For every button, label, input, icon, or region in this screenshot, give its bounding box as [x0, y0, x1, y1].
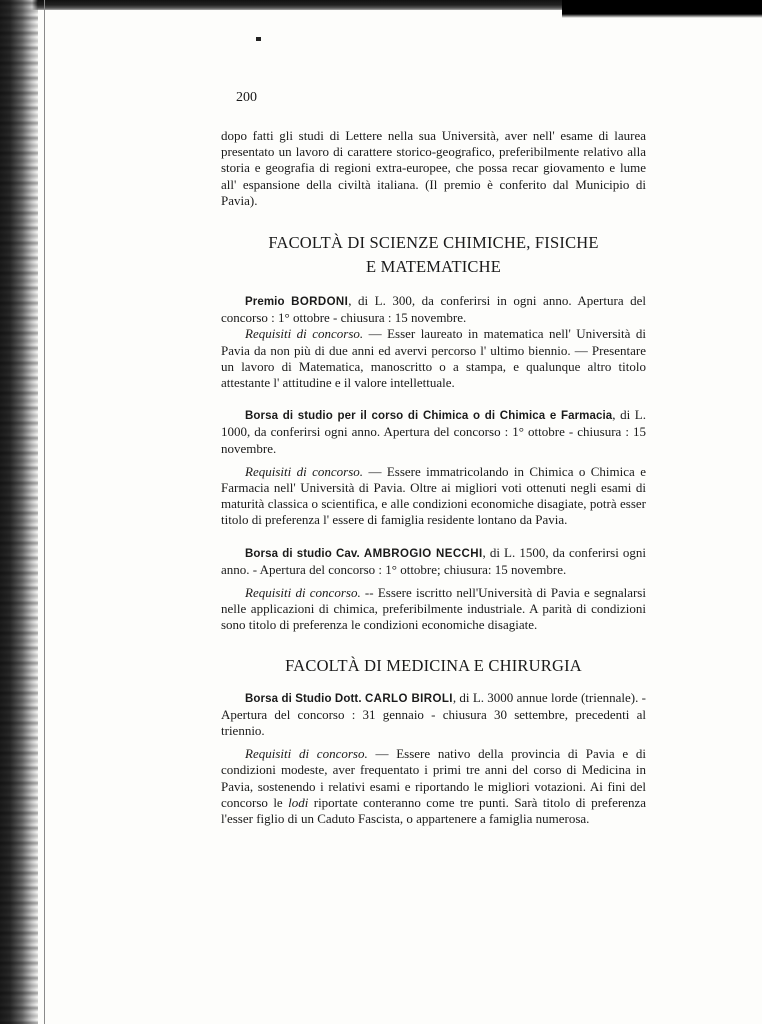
award-requirements — [221, 585, 646, 634]
requirements-label: Requisiti di concorso. — [245, 585, 361, 601]
requirements-text: — Essere nativo della provincia di Pavia e di condizioni modeste, aver frequentato i primi tre anni del corso di Medicina in Pavia, sostenendo i relativi esami e riportando le migliori votazioni. Ai fini del concorso le — [221, 746, 646, 810]
section-heading-line1: FACOLTÀ DI SCIENZE CHIMICHE, FISICHE — [268, 233, 599, 253]
award-header — [221, 293, 646, 326]
scan-binding-edge — [0, 0, 38, 1024]
award-name: AMBROGIO NECCHI — [363, 547, 483, 560]
section-scienze — [221, 231, 646, 634]
award-details: , di L. 1500, da conferirsi ogni anno. - Apertura del concorso : 1° ottobre; chiusura: 15 novembre. — [221, 544, 647, 577]
requirements-emphasis: lodi — [288, 794, 309, 810]
award-requirements — [221, 464, 646, 529]
scan-speck — [256, 37, 261, 41]
requirements-label: Requisiti di concorso. — [245, 326, 364, 342]
award-prefix: Borsa di studio Cav. — [245, 547, 360, 560]
award-bordoni — [221, 293, 646, 391]
requirements-label: Requisiti di concorso. — [245, 746, 368, 762]
section-heading-line1: FACOLTÀ DI MEDICINA E CHIRURGIA — [285, 655, 582, 675]
scan-top-right-edge — [562, 0, 762, 18]
award-prefix: Premio — [245, 296, 285, 309]
award-details: , di L. 300, da conferirsi in ogni anno. Apertura del concorso : 1° ottobre - chiusura : 15 novembre. — [221, 293, 646, 326]
award-details: , di L. 3000 annue lorde (triennale). - Apertura del concorso : 31 gennaio - chiusura 30 settembre, precedenti al triennio. — [221, 689, 646, 739]
award-details: , di L. 1000, da conferirsi ogni anno. Apertura del concorso : 1° ottobre - chiusura : 15 novembre. — [221, 407, 646, 456]
page-number: 200 — [236, 90, 257, 105]
award-biroli — [221, 690, 646, 828]
award-necchi — [221, 545, 646, 634]
award-header — [221, 407, 646, 457]
award-requirements — [221, 746, 646, 827]
award-header — [221, 545, 646, 578]
section-medicina — [221, 654, 646, 828]
award-name: CARLO BIROLI — [364, 692, 453, 705]
requirements-text-end: riportate conteranno come tre punti. Sarà titolo di preferenza l'esser figlio di un Caduto Fascista, o appartenere a famiglia numerosa. — [221, 794, 647, 827]
requirements-text: — Esser laureato in matematica nell' Università di Pavia da non più di due anni ed avervi percorso l' ultimo biennio. — Presentare un lavoro di Matematica, manoscritto o a stampa, e qualunque altro titolo attestante l' attitudine e il valore intellettuale. — [221, 326, 646, 391]
award-prefix: Borsa di Studio Dott. — [245, 692, 362, 705]
requirements-label: Requisiti di concorso. — [245, 463, 364, 479]
requirements-text: -- Essere iscritto nell'Università di Pavia e segnalarsi nelle applicazioni di chimica, preferibilmente industriale. A parità di condizioni sono titolo di preferenza le condizioni economiche disagiate. — [221, 585, 646, 633]
scan-margin-line — [44, 0, 45, 1024]
award-name: BORDONI — [291, 296, 349, 309]
intro-paragraph: dopo fatti gli studi di Lettere nella sua Università, aver nell' esame di laurea presentato un lavoro di carattere storico-geografico, preferibilmente relativo alla storia e geografia di regioni extra-europee, che possa recar giovamento e lume all' espansione della civiltà italiana. (Il premio è conferito dal Municipio di Pavia). — [221, 128, 646, 208]
section-heading-line2: E MATEMATICHE — [365, 257, 502, 277]
award-prefix: Borsa di studio per il corso di Chimica o di Chimica e Farmacia — [245, 410, 613, 423]
award-header — [221, 690, 646, 740]
award-requirements — [221, 326, 646, 391]
page-body — [221, 128, 646, 827]
requirements-text: — Essere immatricolando in Chimica o Chimica e Farmacia nell' Università di Pavia. Oltre ai migliori voti ottenuti negli esami di maturità classica o scientifica, e alle condizioni economiche disagiate, potrà esser titolo di preferenza l' essere di famiglia residente lontano da Pavia. — [221, 463, 646, 528]
award-borsa-chimica — [221, 407, 646, 528]
